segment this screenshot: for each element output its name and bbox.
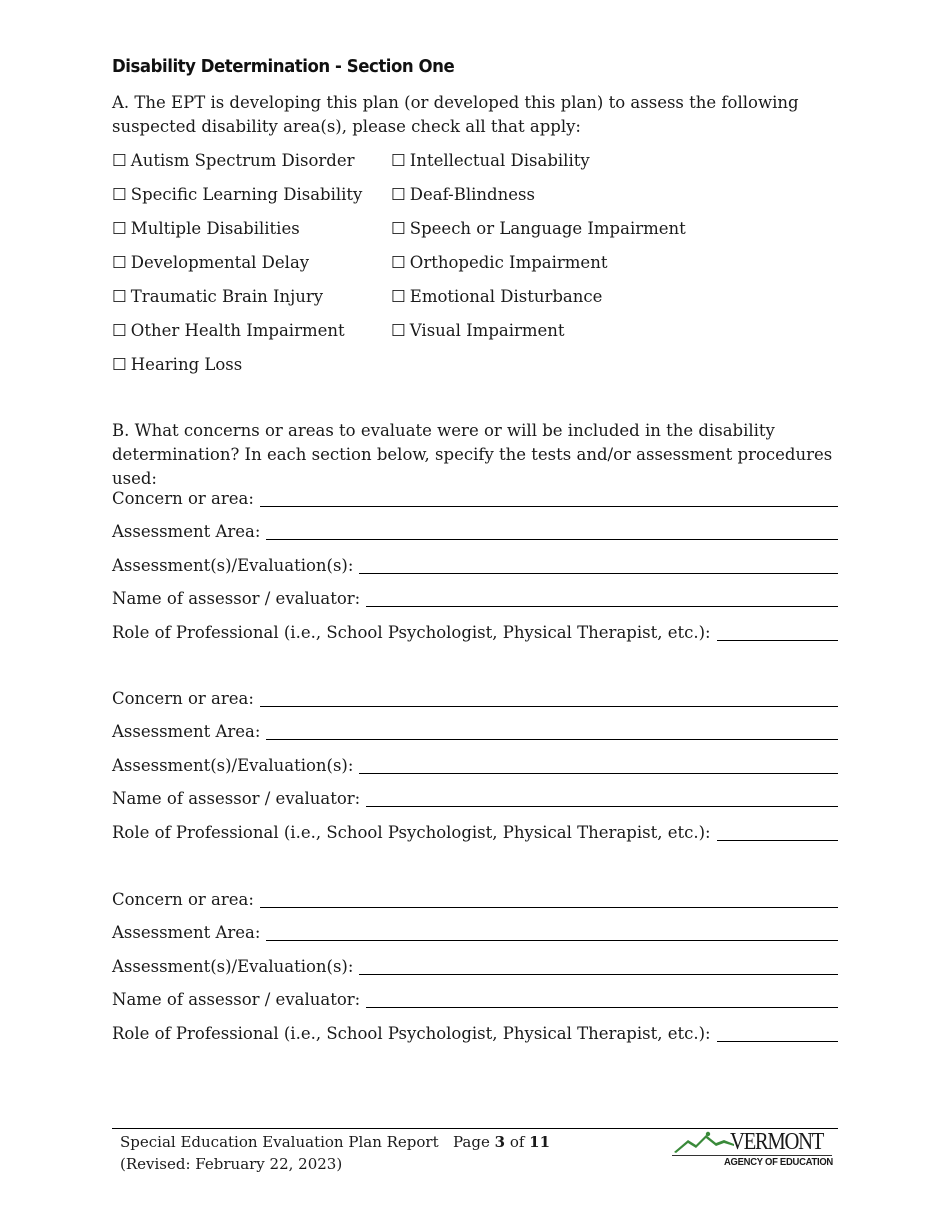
field-label: Concern or area: — [112, 688, 254, 708]
page-of: of — [505, 1133, 530, 1151]
role-field — [112, 1012, 838, 1046]
field-label: Assessment Area: — [112, 722, 261, 741]
field-label: Assessment Area: — [112, 923, 261, 942]
concern-input[interactable] — [260, 890, 838, 908]
checkbox-label: Emotional Disturbance — [409, 287, 603, 306]
checkbox-label: Visual Impairment — [409, 321, 565, 340]
checkbox-label: Traumatic Brain Injury — [130, 287, 324, 306]
assessments-input[interactable] — [359, 957, 838, 975]
footer-page-number — [453, 1131, 550, 1153]
checkbox-visual-impairment[interactable] — [391, 319, 686, 353]
assessment-block — [112, 677, 838, 845]
question-a-text: A. The EPT is developing this plan (or developed this plan) to assess the following suspected disability area(s), please check all that apply: — [112, 93, 799, 136]
checkbox-label: Specific Learning Disability — [130, 185, 363, 204]
field-label: Name of assessor / evaluator: — [112, 789, 361, 808]
role-input[interactable] — [717, 623, 838, 641]
checkbox-deaf-blindness[interactable] — [391, 183, 686, 217]
assessor-name-field — [112, 578, 838, 612]
checkbox-icon[interactable]: ☐ — [112, 287, 127, 306]
question-b-text: B. What concerns or areas to evaluate were or will be included in the disability determination? In each section below, specify the tests and/or assessment procedures used: — [112, 421, 833, 488]
assessments-input[interactable] — [359, 756, 838, 774]
page-current: 3 — [494, 1133, 506, 1151]
checkbox-emotional-disturbance[interactable] — [391, 285, 686, 319]
concern-input[interactable] — [260, 689, 838, 707]
assessment-block — [112, 878, 838, 1046]
checkbox-developmental-delay[interactable] — [112, 251, 362, 285]
vermont-agency-logo — [672, 1128, 832, 1170]
assessor-name-input[interactable] — [366, 789, 838, 807]
concern-field — [112, 878, 838, 912]
checkbox-intellectual-disability[interactable] — [391, 149, 686, 183]
checkbox-icon[interactable]: ☐ — [112, 253, 127, 272]
field-label: Role of Professional (i.e., School Psychologist, Physical Therapist, etc.): — [112, 822, 711, 842]
concern-field — [112, 677, 838, 711]
form-page — [112, 0, 838, 1230]
checkbox-label: Autism Spectrum Disorder — [130, 151, 355, 170]
checkbox-label: Hearing Loss — [130, 355, 243, 374]
field-label: Concern or area: — [112, 488, 254, 508]
checkbox-label: Intellectual Disability — [409, 151, 590, 170]
section-title: Disability Determination - Section One — [112, 56, 455, 77]
disability-checklist-left — [112, 149, 362, 387]
checkbox-label: Orthopedic Impairment — [409, 253, 608, 272]
assessment-area-field — [112, 912, 838, 946]
assessment-block — [112, 477, 838, 645]
checkbox-multiple-disabilities[interactable] — [112, 217, 362, 251]
checkbox-icon[interactable]: ☐ — [391, 287, 406, 306]
assessor-name-input[interactable] — [366, 990, 838, 1008]
mountain-logo-icon — [672, 1130, 734, 1156]
assessments-field — [112, 544, 838, 578]
footer-report-info — [120, 1131, 439, 1175]
assessments-input[interactable] — [359, 556, 838, 574]
checkbox-label: Multiple Disabilities — [130, 219, 300, 238]
checkbox-hearing-loss[interactable] — [112, 353, 362, 387]
checkbox-traumatic-brain-injury[interactable] — [112, 285, 362, 319]
checkbox-icon[interactable]: ☐ — [112, 151, 127, 170]
field-label: Name of assessor / evaluator: — [112, 990, 361, 1009]
assessments-field — [112, 744, 838, 778]
checkbox-other-health-impairment[interactable] — [112, 319, 362, 353]
role-field — [112, 611, 838, 645]
field-label: Role of Professional (i.e., School Psychologist, Physical Therapist, etc.): — [112, 622, 711, 642]
field-label: Name of assessor / evaluator: — [112, 589, 361, 608]
assessor-name-field — [112, 979, 838, 1013]
logo-wordmark: VERMONT — [730, 1129, 824, 1155]
field-label: Assessment(s)/Evaluation(s): — [112, 956, 354, 976]
checkbox-label: Developmental Delay — [130, 253, 310, 272]
disability-checklist-right — [391, 149, 686, 353]
assessment-area-input[interactable] — [266, 722, 838, 740]
assessment-area-input[interactable] — [266, 522, 838, 540]
checkbox-label: Other Health Impairment — [130, 321, 345, 340]
field-label: Assessment Area: — [112, 522, 261, 541]
field-label: Assessment(s)/Evaluation(s): — [112, 755, 354, 775]
checkbox-icon[interactable]: ☐ — [391, 253, 406, 272]
assessor-name-input[interactable] — [366, 589, 838, 607]
checkbox-label: Speech or Language Impairment — [409, 219, 686, 238]
assessor-name-field — [112, 778, 838, 812]
concern-input[interactable] — [260, 489, 838, 507]
checkbox-autism[interactable] — [112, 149, 362, 183]
role-input[interactable] — [717, 823, 838, 841]
page-prefix: Page — [453, 1133, 495, 1151]
concern-field — [112, 477, 838, 511]
footer-report-title: Special Education Evaluation Plan Report — [120, 1133, 439, 1151]
checkbox-speech-language-impairment[interactable] — [391, 217, 686, 251]
checkbox-icon[interactable]: ☐ — [391, 151, 406, 170]
role-field — [112, 811, 838, 845]
field-label: Role of Professional (i.e., School Psychologist, Physical Therapist, etc.): — [112, 1023, 711, 1043]
assessment-area-field — [112, 711, 838, 745]
checkbox-icon[interactable]: ☐ — [112, 321, 127, 340]
logo-agency-name: AGENCY OF EDUCATION — [724, 1156, 833, 1168]
assessments-field — [112, 945, 838, 979]
page-total: 11 — [529, 1133, 551, 1151]
checkbox-icon[interactable]: ☐ — [112, 355, 127, 374]
checkbox-icon[interactable]: ☐ — [112, 219, 127, 238]
role-input[interactable] — [717, 1024, 838, 1042]
footer-revised-date: (Revised: February 22, 2023) — [120, 1155, 343, 1173]
checkbox-orthopedic-impairment[interactable] — [391, 251, 686, 285]
checkbox-icon[interactable]: ☐ — [391, 185, 406, 204]
field-label: Concern or area: — [112, 889, 254, 909]
checkbox-icon[interactable]: ☐ — [112, 185, 127, 204]
field-label: Assessment(s)/Evaluation(s): — [112, 555, 354, 575]
checkbox-icon[interactable]: ☐ — [391, 321, 406, 340]
checkbox-icon[interactable]: ☐ — [391, 219, 406, 238]
checkbox-specific-learning-disability[interactable] — [112, 183, 362, 217]
checkbox-label: Deaf-Blindness — [409, 185, 535, 204]
assessment-area-field — [112, 511, 838, 545]
assessment-area-input[interactable] — [266, 923, 838, 941]
